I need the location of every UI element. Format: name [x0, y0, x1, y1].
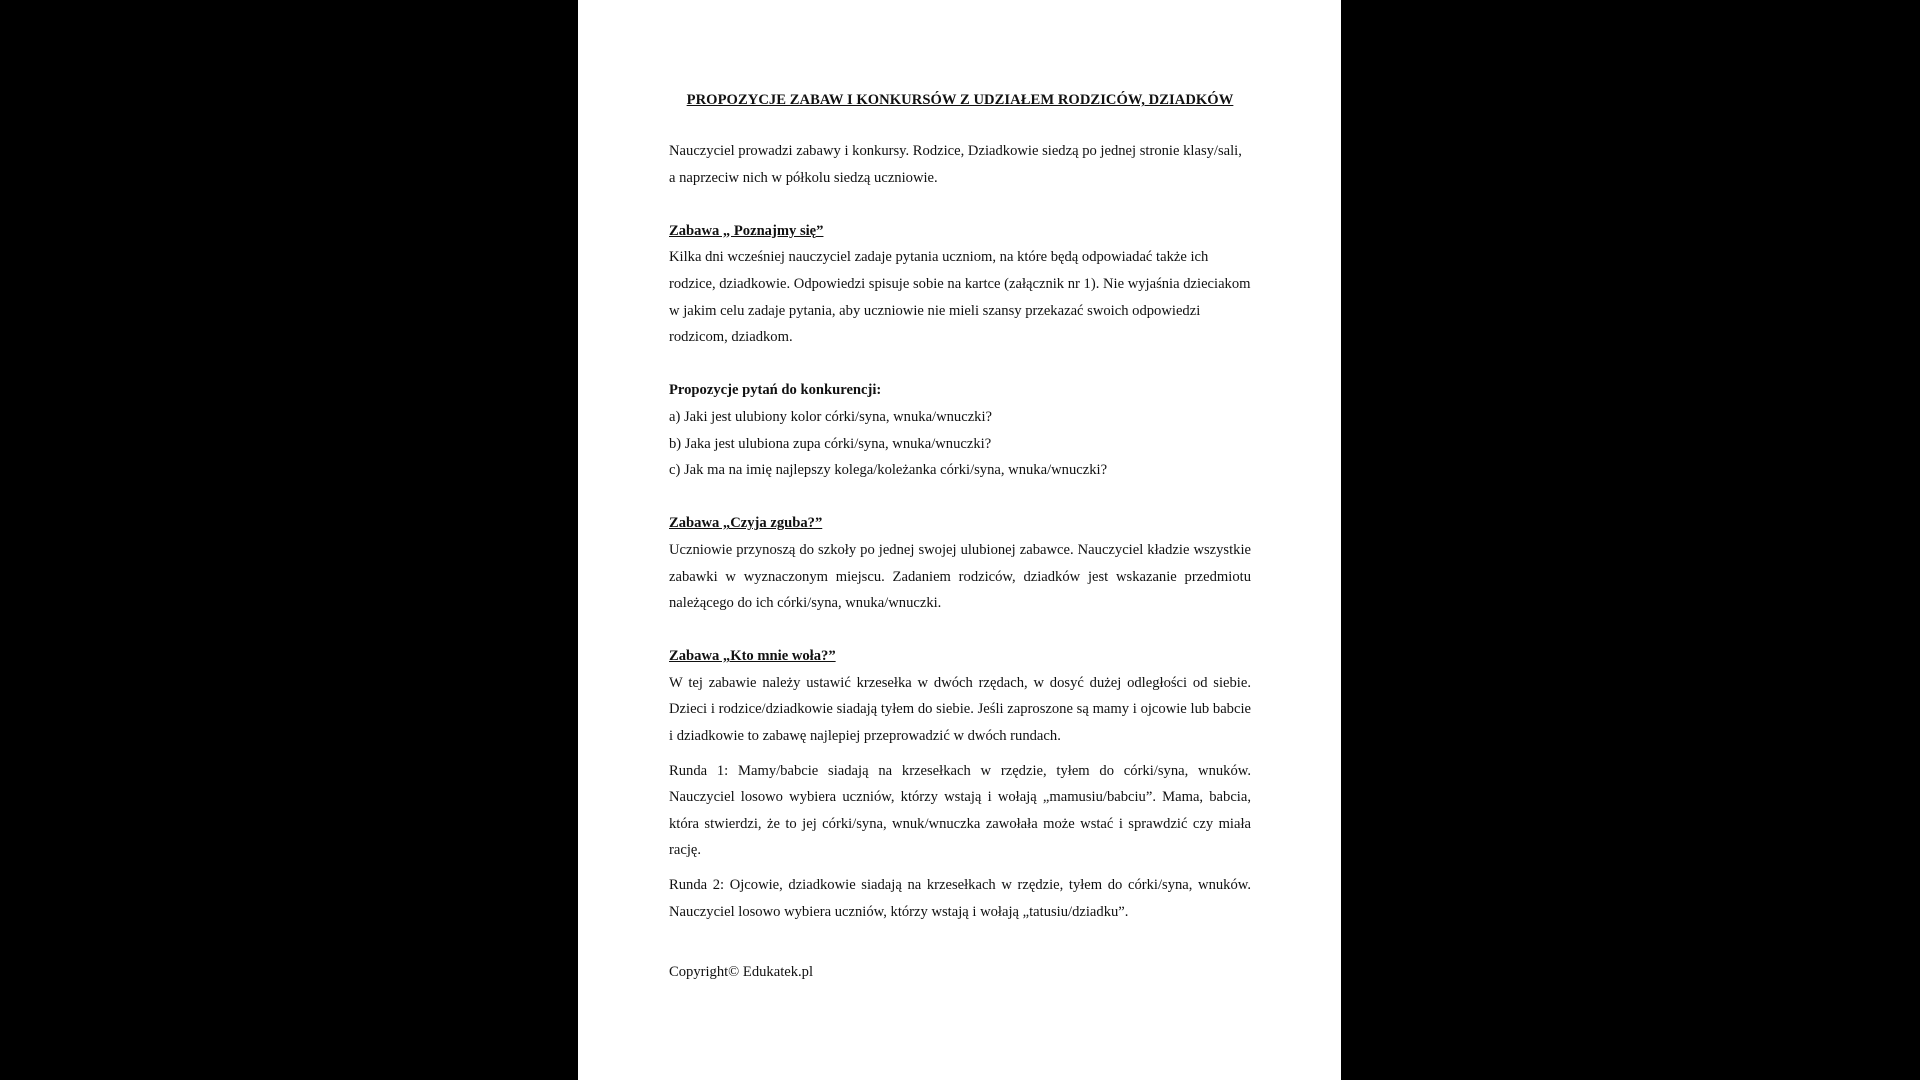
document-page	[578, 0, 1341, 1080]
spacer	[669, 617, 1251, 644]
spacer	[669, 484, 1251, 511]
question-item: c) Jak ma na imię najlepszy kolega/koleżanka córki/syna, wnuka/wnuczki?	[669, 462, 1108, 479]
game3-round1: Runda 1: Mamy/babcie siadają na krzesełkach w rzędzie, tyłem do córki/syna, wnuków. Nauczyciel losowo wybiera uczniów, którzy wstają i wołają „mamusiu/babciu”. Mama, babcia, która stwierdzi, że to jej córki/syna, wnuk/wnuczka zawołała może wstać i sprawdzić czy miała rację.	[669, 762, 1251, 859]
game2-text: Uczniowie przynoszą do szkoły po jednej swojej ulubionej zabawce. Nauczyciel kładzie wszystkie zabawki w wyznaczonym miejscu. Zadaniem rodziców, dziadków jest wskazanie przedmiotu należącego do ich córki/syna, wnuka/wnuczki.	[669, 541, 1251, 612]
game3-round2: Runda 2: Ojcowie, dziadkowie siadają na krzesełkach w rzędzie, tyłem do córki/syna, wnuków. Nauczyciel losowo wybiera uczniów, którzy wstają i wołają „tatusiu/dziadku”.	[669, 877, 1251, 920]
spacer	[669, 351, 1251, 378]
document-title: PROPOZYCJE ZABAW I KONKURSÓW Z UDZIAŁEM RODZICÓW, DZIADKÓW	[686, 92, 1234, 108]
intro-paragraph: Nauczyciel prowadzi zabawy i konkursy. Rodzice, Dziadkowie siedzą po jednej stronie klasy/sali, a naprzeciw nich w półkolu siedzą uczniowie.	[669, 143, 1242, 186]
copyright-notice: Copyright© Edukatek.pl	[669, 964, 814, 981]
spacer	[669, 750, 1251, 758]
spacer	[669, 191, 1251, 218]
game3-text: W tej zabawie należy ustawić krzesełka w dwóch rzędach, w dosyć dużej odległości od siebie. Dzieci i rodzice/dziadkowie siadają tyłem do siebie. Jeśli zaproszone są mamy i ojcowie lub babcie i dziadkowie to zabawę najlepiej przeprowadzić w dwóch rundach.	[669, 674, 1251, 745]
game1-text: Kilka dni wcześniej nauczyciel zadaje pytania uczniom, na które będą odpowiadać także ich rodzice, dziadkowie. Odpowiedzi spisuje sobie na kartce (załącznik nr 1). Nie wyjaśnia dzieciakom w jakim celu zadaje pytania, aby uczniowie nie mieli szansy przekazać swoich odpowiedzi rodzicom, dziadkom.	[669, 249, 1251, 346]
spacer	[669, 864, 1251, 872]
question-item: a) Jaki jest ulubiony kolor córki/syna, wnuka/wnuczki?	[669, 408, 993, 425]
questions-heading: Propozycje pytań do konkurencji:	[669, 382, 882, 399]
game3-heading: Zabawa „Kto mnie woła?”	[669, 648, 836, 665]
game1-heading: Zabawa „ Poznajmy się”	[669, 222, 824, 239]
question-item: b) Jaka jest ulubiona zupa córki/syna, wnuka/wnuczki?	[669, 435, 992, 452]
game2-heading: Zabawa „Czyja zguba?”	[669, 515, 823, 532]
